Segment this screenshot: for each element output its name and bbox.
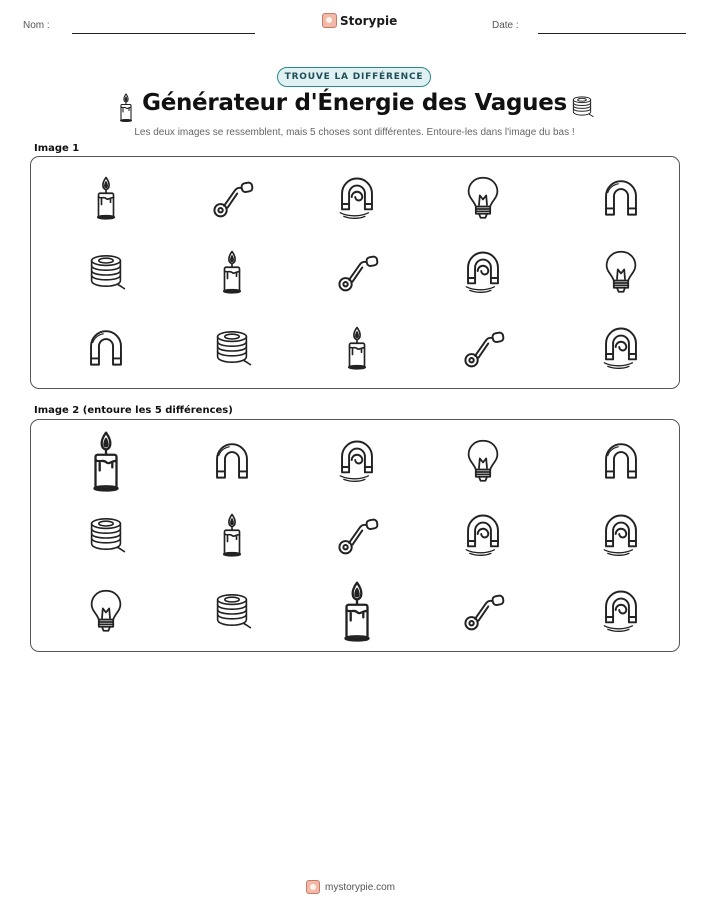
page-title: Générateur d'Énergie des Vagues — [142, 90, 567, 116]
magnet-spiral-icon[interactable] — [599, 587, 643, 633]
coil-icon — [86, 251, 126, 291]
crank-icon — [210, 175, 254, 219]
crank-icon — [335, 249, 379, 293]
magnet-icon — [599, 175, 643, 219]
coil-icon[interactable] — [86, 514, 126, 554]
instructions: Les deux images se ressemblent, mais 5 choses sont différentes. Entoure-les dans l'image du bas ! — [134, 127, 575, 138]
magnet-spiral-icon[interactable] — [599, 511, 643, 557]
footer-url: mystorypie.com — [325, 881, 396, 893]
image1-label: Image 1 — [34, 143, 80, 154]
candle-icon[interactable] — [217, 511, 247, 557]
magnet-spiral-icon — [335, 174, 379, 220]
bulb-icon[interactable] — [86, 587, 126, 633]
magnet-spiral-icon[interactable] — [335, 437, 379, 483]
image2-label: Image 2 (entoure les 5 différences) — [34, 405, 233, 416]
storypie-logo-icon — [322, 13, 337, 28]
coil-icon — [212, 327, 252, 367]
brand-logo — [322, 13, 397, 28]
crank-icon[interactable] — [335, 512, 379, 556]
magnet-icon — [84, 325, 128, 369]
image2-panel[interactable] — [30, 419, 680, 652]
candle-icon — [217, 248, 247, 294]
activity-badge: TROUVE LA DIFFÉRENCE — [277, 67, 431, 87]
crank-icon — [461, 325, 505, 369]
magnet-icon[interactable] — [599, 438, 643, 482]
bulb-icon — [601, 248, 641, 294]
bulb-icon — [463, 174, 503, 220]
name-line[interactable] — [72, 33, 255, 34]
crank-icon[interactable] — [461, 588, 505, 632]
magnet-spiral-icon — [599, 324, 643, 370]
storypie-logo-icon — [306, 880, 320, 894]
magnet-spiral-icon — [461, 248, 505, 294]
date-line[interactable] — [538, 33, 686, 34]
coil-icon[interactable] — [212, 590, 252, 630]
magnet-icon[interactable] — [210, 438, 254, 482]
brand-name: Storypie — [340, 13, 398, 28]
name-label: Nom : — [23, 20, 50, 31]
date-label: Date : — [492, 20, 519, 31]
candle-icon — [342, 324, 372, 370]
footer — [306, 880, 395, 894]
candle-icon[interactable] — [85, 428, 127, 492]
candle-icon[interactable] — [336, 578, 378, 642]
bulb-icon[interactable] — [463, 437, 503, 483]
image1-panel — [30, 156, 680, 389]
candle-icon — [91, 174, 121, 220]
coil-icon — [570, 94, 594, 118]
magnet-spiral-icon[interactable] — [461, 511, 505, 557]
